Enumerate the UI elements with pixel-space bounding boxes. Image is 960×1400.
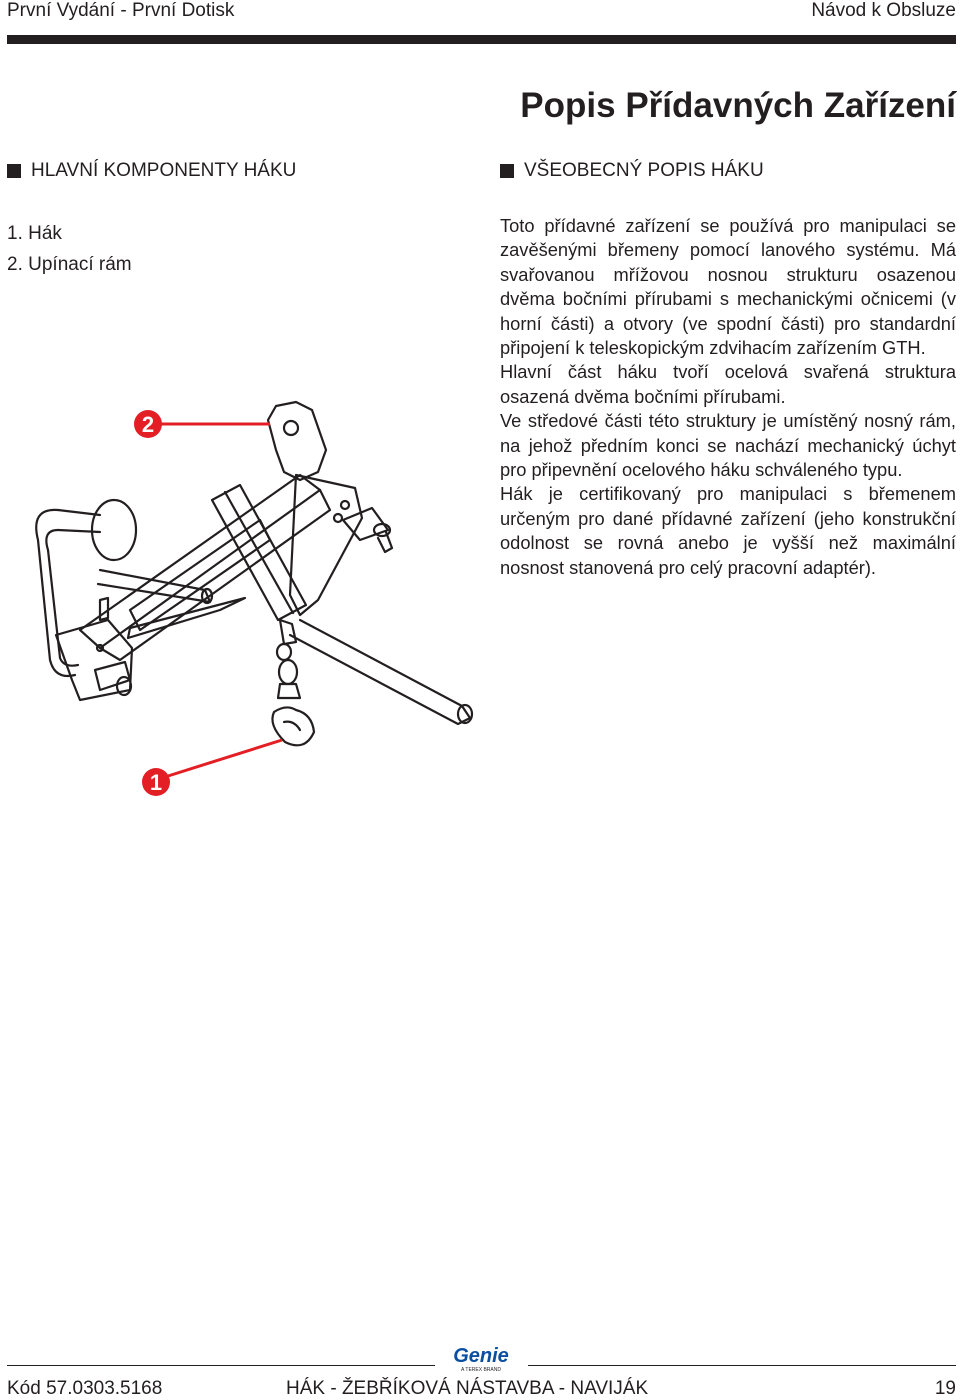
genie-logo-text: Genie: [453, 1345, 509, 1367]
component-item-hook: 1. Hák: [7, 223, 62, 244]
bullet-square-icon: [500, 164, 514, 178]
footer-rule-left: [7, 1365, 435, 1366]
section-heading-components-label: HLAVNÍ KOMPONENTY HÁKU: [31, 160, 297, 181]
hook-illustration: [0, 380, 490, 820]
footer-rule-right: [528, 1365, 956, 1366]
footer-document-code: Kód 57.0303.5168: [7, 1378, 163, 1399]
callout-2: [134, 410, 162, 438]
callout-2-number: 2: [141, 412, 155, 437]
callout-1-number: 1: [149, 770, 163, 795]
genie-logo-subtitle: A TEREX BRAND: [461, 1367, 501, 1373]
bullet-square-icon: [7, 164, 21, 178]
description-paragraph: Toto přídavné zařízení se používá pro manipulaci se zavěšenými břemeny pomocí lanového systému. Má svařovanou mřížovou nosnou strukturu osazenou dvěma bočními přírubami s mechanickými očnicemi (v horní části) a otvory (ve spodní části) pro standardní připojení k teleskopickým zdvihacím zařízením GTH.: [500, 215, 956, 359]
genie-logo: [444, 1343, 518, 1373]
header-rule: [7, 35, 956, 44]
description-text: [500, 214, 956, 580]
section-heading-components: [7, 160, 296, 182]
description-paragraph: Hák je certifikovaný pro manipulaci s břemenem určeným pro dané přídavné zařízení (jeho konstrukční odolnost se rovná anebo je vyšší než maximální nosnost stanovená pro celý pracovní adaptér).: [500, 483, 956, 578]
header-right: Návod k Obsluze: [811, 0, 956, 21]
callout-1: [142, 768, 170, 796]
footer-page-number: 19: [934, 1378, 956, 1399]
header-left: První Vydání - První Dotisk: [7, 0, 235, 21]
footer-document-title: HÁK - ŽEBŘÍKOVÁ NÁSTAVBA - NAVIJÁK: [286, 1378, 649, 1399]
section-heading-description-label: VŠEOBECNÝ POPIS HÁKU: [524, 160, 764, 181]
page-title: Popis Přídavných Zařízení: [520, 86, 956, 125]
component-item-frame: 2. Upínací rám: [7, 254, 132, 275]
section-heading-description: [500, 160, 764, 182]
component-list: [7, 218, 132, 280]
description-paragraph: Hlavní část háku tvoří ocelová svařená struktura osazená dvěma bočními přírubami.: [500, 361, 956, 407]
description-paragraph: Ve středové části této struktury je umístěný nosný rám, na jehož předním konci se nachází mechanický úchyt pro připevnění ocelového háku schváleného typu.: [500, 410, 956, 481]
